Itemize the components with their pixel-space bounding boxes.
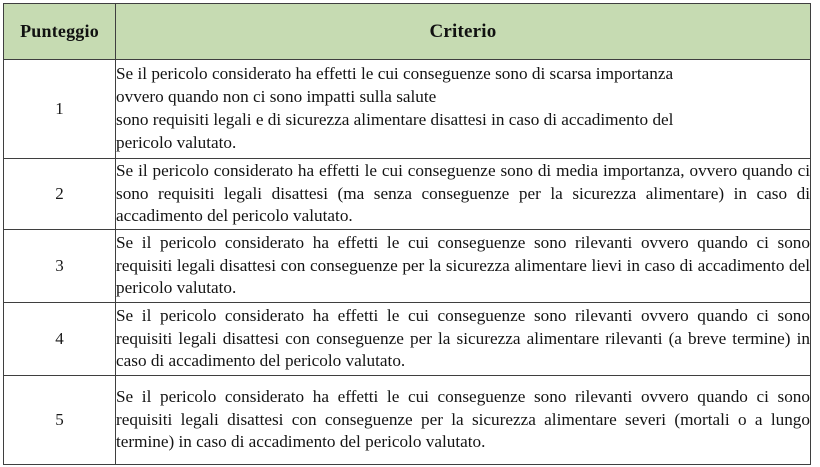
criterion-paragraph: Se il pericolo considerato ha effetti le cui conseguenze sono rilevanti ovvero quando ci sono requisiti legali disattesi con conseguenze per la sicurezza alimentare lievi in caso di accadimento del pericolo valutato. — [116, 232, 810, 298]
criterion-text-1 — [116, 60, 811, 159]
criterion-paragraph: Se il pericolo considerato ha effetti le cui conseguenze sono di media importanza, ovvero quando ci sono requisiti legali disattesi (ma senza conseguenze per la sicurezza alimentare) in caso di accadimento del pericolo valutato. — [116, 160, 810, 226]
criterion-text-2 — [116, 159, 811, 230]
table-header — [4, 4, 811, 60]
severity-criteria-table — [3, 3, 811, 465]
table-body — [4, 60, 811, 465]
column-header-criterio: Criterio — [116, 4, 811, 60]
criterion-line: sono requisiti legali e di sicurezza alimentare disattesi in caso di accadimento del — [116, 110, 674, 129]
criterion-paragraph: Se il pericolo considerato ha effetti le cui conseguenze sono rilevanti ovvero quando ci sono requisiti legali disattesi con conseguenze per la sicurezza alimentare rilevanti (a breve termine) in caso di accadimento del pericolo valutato. — [116, 305, 810, 371]
criterion-paragraph: Se il pericolo considerato ha effetti le cui conseguenze sono rilevanti ovvero quando ci sono requisiti legali disattesi con conseguenze per la sicurezza alimentare severi (mortali o a lungo termine) in caso di accadimento del pericolo valutato. — [116, 386, 810, 452]
criterion-line: Se il pericolo considerato ha effetti le cui conseguenze sono di scarsa importanza — [116, 64, 674, 84]
criterion-line: ovvero quando non ci sono impatti sulla salute — [116, 87, 437, 107]
score-value-2: 2 — [4, 159, 116, 230]
score-value-3: 3 — [4, 230, 116, 303]
criterion-text-4 — [116, 303, 811, 376]
table-row — [4, 230, 811, 303]
score-value-5: 5 — [4, 376, 116, 465]
criterion-text-3 — [116, 230, 811, 303]
table-row — [4, 303, 811, 376]
header-row — [4, 4, 811, 60]
score-value-1: 1 — [4, 60, 116, 159]
table-row — [4, 159, 811, 230]
table-row — [4, 60, 811, 159]
criterion-line: pericolo valutato. — [116, 132, 237, 152]
criterion-text-5 — [116, 376, 811, 465]
column-header-punteggio: Punteggio — [4, 4, 116, 60]
criteria-table-container — [3, 3, 810, 465]
table-row — [4, 376, 811, 465]
score-value-4: 4 — [4, 303, 116, 376]
